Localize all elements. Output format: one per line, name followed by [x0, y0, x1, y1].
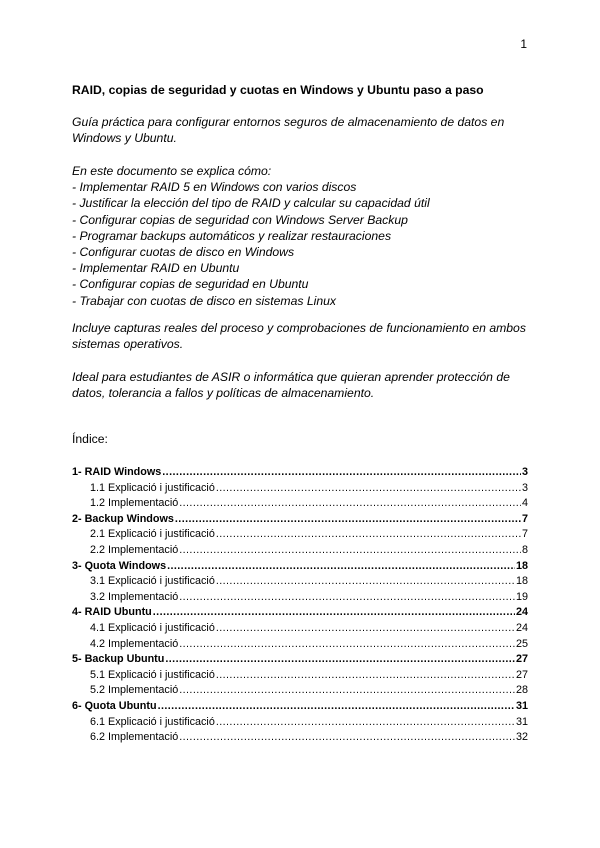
feature-item: - Trabajar con cuotas de disco en sistemas Linux: [72, 293, 336, 308]
toc-entry-page: 31: [515, 715, 528, 728]
toc-dot-leader: [167, 560, 515, 572]
toc-dot-leader: [216, 528, 521, 540]
toc-entry-page: 18: [515, 559, 528, 572]
toc-entry[interactable]: [72, 669, 528, 685]
toc-entry-page: 27: [515, 668, 528, 681]
toc-entry[interactable]: [72, 684, 528, 700]
toc-entry-label: 4- RAID Ubuntu: [72, 606, 152, 619]
toc-entry[interactable]: [72, 466, 528, 482]
feature-list: [72, 179, 532, 309]
toc-entry-label: 2.2 Implementació: [90, 543, 179, 556]
feature-item: - Implementar RAID 5 en Windows con varios discos: [72, 180, 357, 195]
intro-text: En este documento se explica cómo:: [72, 164, 272, 178]
toc-entry-label: 3.2 Implementació: [90, 590, 179, 603]
toc-entry-label: 6.1 Explicació i justificació: [90, 715, 215, 728]
toc-entry-page: 25: [515, 637, 528, 650]
toc-entry[interactable]: [72, 622, 528, 638]
toc-dot-leader: [153, 606, 515, 618]
toc-dot-leader: [179, 731, 515, 743]
feature-item: - Programar backups automáticos y realizar restauraciones: [72, 228, 392, 243]
toc-entry-page: 19: [515, 590, 528, 603]
toc-entry-page: 8: [521, 543, 528, 556]
toc-dot-leader: [216, 575, 515, 587]
toc-entry-page: 27: [515, 653, 528, 666]
toc-entry-label: 2.1 Explicació i justificació: [90, 528, 215, 541]
toc-entry[interactable]: [72, 544, 528, 560]
page-number: 1: [520, 37, 527, 51]
toc-entry-page: 32: [515, 731, 528, 744]
toc-entry[interactable]: [72, 731, 528, 747]
toc-dot-leader: [216, 622, 515, 634]
toc-entry-page: 18: [515, 575, 528, 588]
toc-entry[interactable]: [72, 560, 528, 576]
toc-entry[interactable]: [72, 700, 528, 716]
feature-item: - Configurar copias de seguridad en Ubuntu: [72, 277, 309, 292]
toc-entry-page: 3: [521, 481, 528, 494]
toc-entry-label: 5.1 Explicació i justificació: [90, 668, 215, 681]
toc-dot-leader: [179, 591, 515, 603]
document-subtitle: Guía práctica para configurar entornos seguros de almacenamiento de datos en Windows y Ubuntu.: [72, 115, 505, 146]
feature-item: - Configurar cuotas de disco en Windows: [72, 245, 295, 260]
toc-entry-label: 5.2 Implementació: [90, 684, 179, 697]
toc-dot-leader: [179, 638, 515, 650]
toc-dot-leader: [179, 684, 515, 696]
toc-entry-label: 3.1 Explicació i justificació: [90, 575, 215, 588]
toc-entry-page: 7: [521, 528, 528, 541]
toc-entry[interactable]: [72, 482, 528, 498]
toc-entry-label: 1.1 Explicació i justificació: [90, 481, 215, 494]
table-of-contents: [72, 466, 528, 747]
toc-entry[interactable]: [72, 513, 528, 529]
includes-paragraph: Incluye capturas reales del proceso y comprobaciones de funcionamiento en ambos sistemas operativos.: [72, 321, 526, 352]
toc-dot-leader: [162, 466, 521, 478]
toc-entry[interactable]: [72, 528, 528, 544]
toc-entry-page: 24: [515, 621, 528, 634]
toc-entry-label: 1- RAID Windows: [72, 466, 162, 478]
intro-section: [72, 163, 532, 309]
toc-entry[interactable]: [72, 591, 528, 607]
toc-entry[interactable]: [72, 638, 528, 654]
toc-entry-page: 28: [515, 684, 528, 697]
feature-item: - Justificar la elección del tipo de RAID y calcular su capacidad útil: [72, 196, 430, 211]
audience-paragraph: Ideal para estudiantes de ASIR o informática que quieran aprender protección de datos, tolerancia a fallos y políticas de almacenamiento.: [72, 370, 510, 401]
toc-entry[interactable]: [72, 716, 528, 732]
toc-entry-label: 3- Quota Windows: [72, 559, 167, 572]
toc-entry-page: 31: [515, 699, 528, 712]
toc-entry-page: 24: [515, 606, 528, 619]
toc-entry-page: 3: [521, 466, 528, 478]
toc-entry[interactable]: [72, 497, 528, 513]
feature-item: - Implementar RAID en Ubuntu: [72, 261, 240, 276]
toc-dot-leader: [175, 513, 521, 525]
toc-entry-page: 4: [521, 497, 528, 510]
toc-entry[interactable]: [72, 575, 528, 591]
toc-entry-label: 5- Backup Ubuntu: [72, 653, 165, 666]
toc-entry-label: 2- Backup Windows: [72, 512, 174, 525]
toc-heading: Índice:: [72, 432, 108, 446]
toc-dot-leader: [158, 700, 515, 712]
toc-entry-label: 4.2 Implementació: [90, 637, 179, 650]
toc-dot-leader: [216, 482, 521, 494]
toc-entry-label: 1.2 Implementació: [90, 497, 179, 510]
toc-dot-leader: [179, 544, 521, 556]
toc-dot-leader: [216, 669, 515, 681]
toc-dot-leader: [179, 497, 521, 509]
toc-entry[interactable]: [72, 653, 528, 669]
toc-entry-label: 4.1 Explicació i justificació: [90, 621, 215, 634]
toc-entry[interactable]: [72, 606, 528, 622]
feature-item: - Configurar copias de seguridad con Windows Server Backup: [72, 212, 408, 227]
document-title: RAID, copias de seguridad y cuotas en Windows y Ubuntu paso a paso: [72, 83, 484, 97]
toc-entry-label: 6.2 Implementació: [90, 731, 179, 744]
toc-dot-leader: [165, 653, 515, 665]
toc-entry-page: 7: [521, 512, 528, 525]
toc-entry-label: 6- Quota Ubuntu: [72, 699, 157, 712]
toc-dot-leader: [216, 716, 515, 728]
